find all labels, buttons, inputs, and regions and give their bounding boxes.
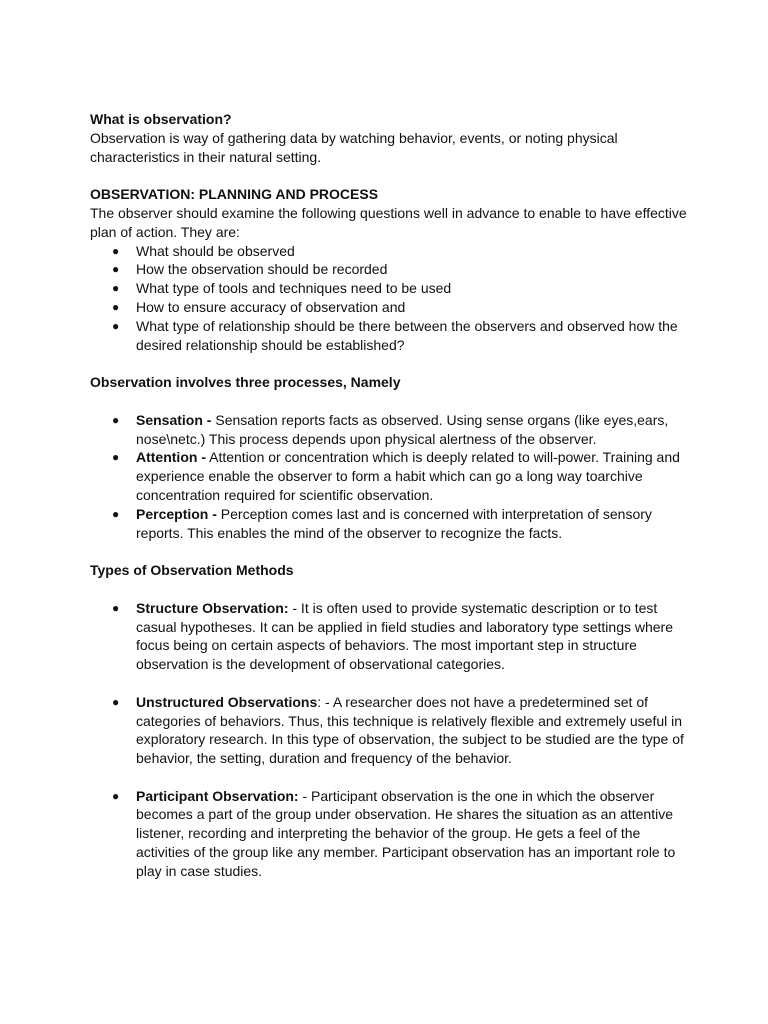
list-item-term: Attention - xyxy=(136,449,206,466)
spacer xyxy=(90,354,688,373)
planning-questions-list xyxy=(90,242,688,355)
section-heading-three-processes: Observation involves three processes, Namely xyxy=(90,374,401,391)
definition-paragraph: Observation is way of gathering data by watching behavior, events, or noting physical characteristics in their natural setting. xyxy=(90,129,618,165)
list-item-text: What type of relationship should be there between the observers and observed how the desired relationship should be established? xyxy=(136,317,678,353)
spacer xyxy=(90,166,688,185)
list-item-text: Attention or concentration which is deeply related to will-power. Training and experience enable the observer to form a habit which can go a long way toarchive concentration required for scientific observation. xyxy=(136,449,680,503)
list-item-text: How to ensure accuracy of observation and xyxy=(136,298,406,315)
list-item-perception xyxy=(90,505,688,543)
list-item-text: - Participant observation is the one in which the observer becomes a part of the group under observation. He shares the situation as an attentive listener, recording and interpreting the behavior of the group. He gets a feel of the activities of the group like any member. Participant observation has an important role to play in case studies. xyxy=(136,787,676,879)
bullet-icon: ● xyxy=(112,600,120,615)
list-item-unstructured-observations xyxy=(90,693,688,768)
list-item-text: Sensation reports facts as observed. Using sense organs (like eyes,ears, nose\netc.) This process depends upon physical alertness of the observer. xyxy=(136,411,669,447)
list-item-term: Structure Observation: xyxy=(136,599,289,616)
processes-list xyxy=(90,411,688,543)
list-item-text: : - A researcher does not have a predetermined set of categories of behaviors. Thus, this technique is relatively flexible and extremely useful in exploratory research. In this type of observation, the subject to be studied are the type of behavior, the setting, duration and frequency of the behavior. xyxy=(136,693,684,767)
list-item xyxy=(90,279,688,298)
list-item-text: How the observation should be recorded xyxy=(136,261,388,278)
list-item-participant-observation xyxy=(90,787,688,881)
list-item xyxy=(90,298,688,317)
bullet-icon: ● xyxy=(112,506,120,521)
planning-intro-paragraph: The observer should examine the following questions well in advance to enable to have effective plan of action. They are: xyxy=(90,204,687,240)
list-item-term: Perception - xyxy=(136,505,217,522)
list-item xyxy=(90,242,688,261)
list-item-text: What should be observed xyxy=(136,242,295,259)
list-item-term: Unstructured Observations xyxy=(136,693,318,710)
bullet-icon: ● xyxy=(112,788,120,803)
bullet-icon: ● xyxy=(112,450,120,465)
bullet-icon: ● xyxy=(112,412,120,427)
list-item-sensation xyxy=(90,411,688,449)
spacer xyxy=(90,542,688,561)
spacer xyxy=(90,392,688,411)
list-item-term: Participant Observation: xyxy=(136,787,299,804)
spacer xyxy=(90,580,688,599)
section-heading-what-is-observation: What is observation? xyxy=(90,111,232,127)
list-item-attention xyxy=(90,448,688,504)
bullet-icon: ● xyxy=(112,281,120,296)
bullet-icon: ● xyxy=(112,243,120,258)
bullet-icon: ● xyxy=(112,318,120,333)
section-heading-types-of-methods: Types of Observation Methods xyxy=(90,562,294,579)
list-item-text: What type of tools and techniques need to be used xyxy=(136,280,452,297)
list-item-text: - It is often used to provide systematic description or to test casual hypotheses. It can be applied in field studies and laboratory type settings where focus being on certain aspects of behaviors. The most important step in structure observation is the development of observational categories. xyxy=(136,599,673,673)
list-item xyxy=(90,260,688,279)
list-item-text: Perception comes last and is concerned with interpretation of sensory reports. This enables the mind of the observer to recognize the facts. xyxy=(136,505,652,541)
section-heading-planning-process: OBSERVATION: PLANNING AND PROCESS xyxy=(90,186,379,203)
bullet-icon: ● xyxy=(112,694,120,709)
bullet-icon: ● xyxy=(112,299,120,314)
list-item-term: Sensation - xyxy=(136,411,212,428)
bullet-icon: ● xyxy=(112,262,120,277)
list-item xyxy=(90,317,688,355)
methods-list xyxy=(90,599,688,881)
list-item-structure-observation xyxy=(90,599,688,674)
